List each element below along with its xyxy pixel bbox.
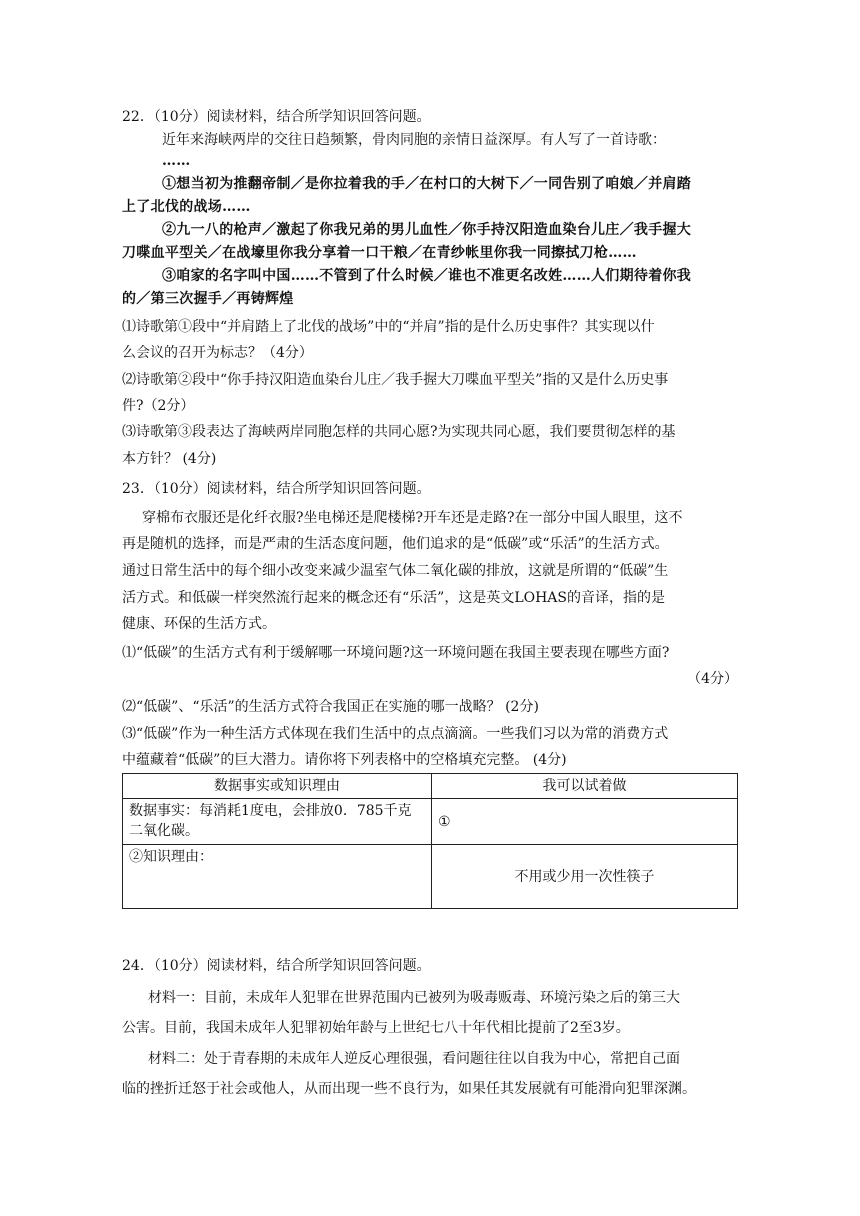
table-header-actions: 我可以试着做 <box>432 774 738 799</box>
q22-question-line: ⑵诗歌第②段中“你手持汉阳造血染台儿庄／我手握大刀喋血平型关”指的又是什么历史事 <box>122 372 669 388</box>
q24-header: 24．（10分）阅读材料，结合所学知识回答问题。 <box>122 958 431 974</box>
q23-question-1-score: （4分） <box>687 671 738 687</box>
q24-material-1-line: 公害。目前，我国未成年人犯罪初始年龄与上世纪七八十年代相比提前了2至3岁。 <box>122 1020 630 1036</box>
q22-question-line: 本方针？ (4分) <box>122 451 217 467</box>
table-header-row <box>123 774 738 799</box>
q22-poem-line: 的／第三次握手／再铸辉煌 <box>122 291 294 307</box>
q22-question-line: 件?（2分） <box>122 398 195 414</box>
q22-question-line: ⑴诗歌第①段中“并肩踏上了北伐的战场”中的“并肩”指的是什么历史事件？其实现以什 <box>122 319 655 335</box>
table-row <box>123 845 738 909</box>
q22-poem-line: 刀喋血平型关／在战壕里你我分享着一口干粮／在青纱帐里你我一同擦拭刀枪…… <box>122 245 637 261</box>
q22-poem-line: ②九一八的枪声／激起了你我兄弟的男儿血性／你手持汉阳造血染台儿庄／我手握大 <box>162 222 692 238</box>
q23-material-line: 健康、环保的生活方式。 <box>122 616 276 632</box>
q24-material-1-line: 材料一：目前，未成年人犯罪在世界范围内已被列为吸毒贩毒、环境污染之后的第三大 <box>148 990 680 1006</box>
q22-poem-line: ③咱家的名字叫中国……不管到了什么时候／谁也不准更名改姓……人们期待着你我 <box>162 268 692 284</box>
q23-question-3-line: 中蕴藏着“低碳”的巨大潜力。请你将下列表格中的空格填充完整。 (4分) <box>122 752 567 768</box>
q23-header: 23．（10分）阅读材料，结合所学知识回答问题。 <box>122 481 431 497</box>
q23-material-line: 穿棉布衣服还是化纤衣服?坐电梯还是爬楼梯?开车还是走路?在一部分中国人眼里，这不 <box>142 510 683 526</box>
q22-poem-line: 上了北伐的战场…… <box>122 199 251 215</box>
table-cell-data-fact: 数据事实：每消耗1度电，会排放0．785千克二氧化碳。 <box>123 799 432 845</box>
q22-poem-line: ①想当初为推翻帝制／是你拉着我的手／在村口的大树下／一同告别了咱娘／并肩踏 <box>162 176 692 192</box>
q24-material-2-line: 材料二：处于青春期的未成年人逆反心理很强，看问题往往以自我为中心，常把自己面 <box>148 1051 680 1067</box>
q23-material-line: 活方式。和低碳一样突然流行起来的概念还有“乐活”，这是英文LOHAS的音译，指的是 <box>122 590 665 606</box>
q22-header: 22．（10分）阅读材料，结合所学知识回答问题。 <box>122 109 431 125</box>
table-row <box>123 799 738 845</box>
q24-material-2-line: 临的挫折迁怒于社会或他人，从而出现一些不良行为，如果任其发展就有可能滑向犯罪深渊。 <box>122 1081 696 1097</box>
q22-intro: 近年来海峡两岸的交往日趋频繁，骨肉同胞的亲情日益深厚。有人写了一首诗歌： <box>162 132 666 148</box>
table-cell-blank-1[interactable]: ① <box>432 799 738 845</box>
q23-material-line: 通过日常生活中的每个细小改变来减少温室气体二氧化碳的排放，这就是所谓的“低碳”生 <box>122 563 669 579</box>
table-header-facts: 数据事实或知识理由 <box>123 774 432 799</box>
q23-question-1: ⑴“低碳”的生活方式有利于缓解哪一环境问题?这一环境问题在我国主要表现在哪些方面? <box>122 645 670 661</box>
table-cell-action-chopsticks: 不用或少用一次性筷子 <box>432 845 738 909</box>
q22-ellipsis: …… <box>162 153 191 169</box>
q23-question-3-line: ⑶“低碳”作为一种生活方式体现在我们生活中的点点滴滴。一些我们习以为常的消费方式 <box>122 726 669 742</box>
q23-table <box>122 773 738 909</box>
q23-question-2: ⑵“低碳”、“乐活”的生活方式符合我国正在实施的哪一战略？ (2分) <box>122 699 539 715</box>
q22-question-line: 么会议的召开为标志？（4分） <box>122 345 313 361</box>
q22-question-line: ⑶诗歌第③段表达了海峡两岸同胞怎样的共同心愿?为实现共同心愿，我们要贯彻怎样的基 <box>122 424 676 440</box>
table-cell-knowledge-reason[interactable]: ②知识理由： <box>123 845 432 909</box>
q23-material-line: 再是随机的选择，而是严肃的生活态度问题，他们追求的是“低碳”或“乐活”的生活方式。 <box>122 536 669 552</box>
